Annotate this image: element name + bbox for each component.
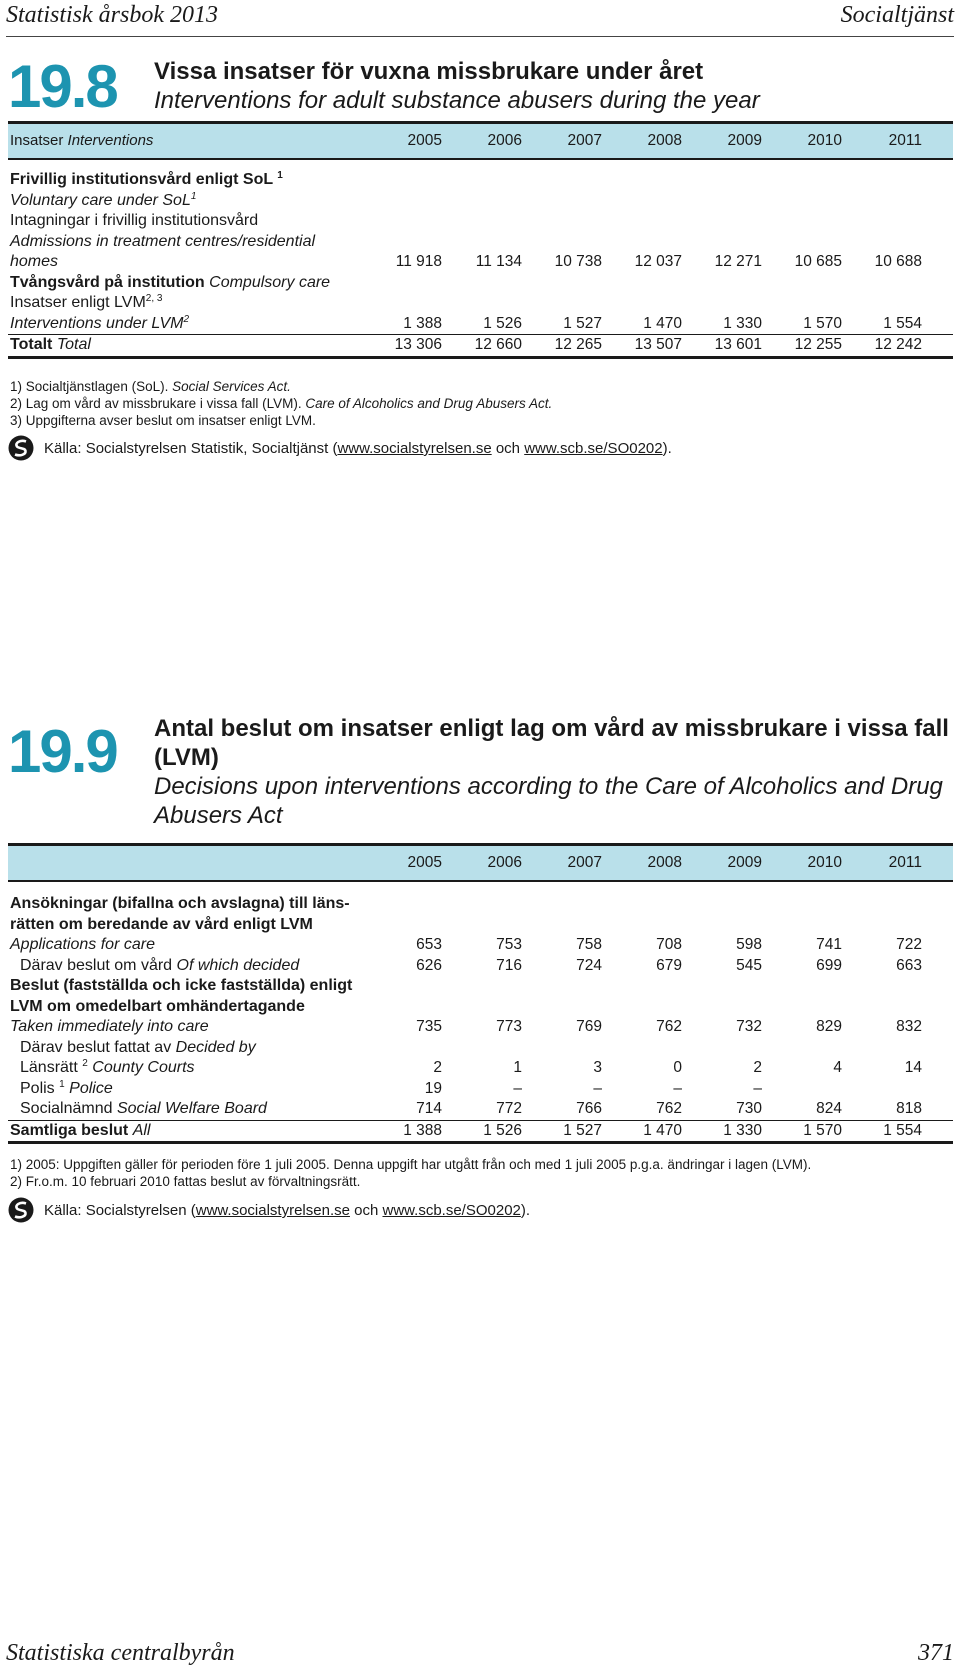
table-row: Länsrätt $^2$ County Courts 2 1 3 0 2 4 14 (8, 1058, 953, 1079)
publisher-name: Statistiska centralbyrån (6, 1640, 235, 1666)
footnote: 1) 2005: Uppgiften gäller för perioden före 1 juli 2005. Denna uppgift har utgått från och med 1 juli 2005 p.g.a. ändringar i lagen (LVM). (10, 1157, 812, 1172)
table-row: Frivillig institutionsvård enligt SoL $^1$ (10, 170, 283, 188)
table-cell: 12 242 (874, 336, 922, 353)
table-cell: 10 688 (874, 253, 922, 270)
total-row: Samtliga beslut All 1 388 1 526 1 527 1 470 1 330 1 570 1 554 (8, 1120, 953, 1142)
data-table (8, 843, 953, 1144)
year-header: 2006 (487, 854, 522, 871)
table-cell: 1 527 (563, 314, 602, 332)
table-title (154, 714, 953, 830)
table-cell: 12 265 (554, 336, 602, 353)
table-cell: 2 (753, 1059, 762, 1076)
header-caption: Insatser Interventions (10, 132, 154, 149)
table-cell: 13 601 (714, 336, 762, 353)
table-row: Admissions in treatment centres/residential (10, 232, 316, 250)
table-row: Beslut (fastställda och icke fastställda) enligt (10, 977, 353, 994)
table-cell: 1 330 (723, 1121, 762, 1139)
table-cell: 832 (896, 1018, 922, 1035)
table-cell: 741 (816, 936, 842, 953)
table-cell: 12 037 (634, 253, 682, 270)
title-english: Decisions upon interventions according to the Care of Alcoholics and Drug Abusers Act (154, 773, 943, 829)
table-title (154, 57, 953, 115)
table-row: Därav beslut om vård Of which decided 626 716 724 679 545 699 663 (8, 956, 953, 977)
table-cell: 753 (496, 936, 522, 953)
table-cell: 1 470 (643, 1121, 682, 1139)
page-number: 371 (918, 1640, 954, 1666)
table-number: 19.8 (8, 53, 117, 120)
table-cell: 772 (496, 1100, 522, 1117)
table-cell: 735 (416, 1018, 442, 1035)
table-cell: 545 (736, 956, 762, 974)
table-cell: 1 330 (723, 314, 762, 332)
table-header (8, 121, 953, 160)
table-number: 19.9 (8, 718, 117, 785)
table-cell: 708 (656, 936, 682, 953)
year-header: 2010 (807, 854, 842, 871)
title-english: Interventions for adult substance abusers during the year (154, 87, 760, 114)
table-row: Polis $^1$ Police 19 – – – – (8, 1079, 953, 1100)
table-row: rätten om beredande av vård enligt LVM (10, 915, 313, 933)
table-cell: 762 (656, 1100, 682, 1117)
year-header: 2005 (407, 854, 442, 871)
table-cell: 1 388 (403, 1121, 442, 1139)
table-cell: 598 (736, 936, 762, 953)
footnotes (10, 378, 552, 429)
table-row: Voluntary care under SoL$^1$ (10, 190, 197, 209)
source-line: Källa: Socialstyrelsen Statistik, Socialtjänst (www.socialstyrelsen.se och www.scb.se/SO0202). (8, 435, 908, 463)
table-cell: 653 (416, 936, 442, 953)
table-cell: 12 255 (794, 336, 842, 353)
table-cell: 663 (896, 956, 922, 974)
footnote: 3) Uppgifterna avser beslut om insatser enligt LVM. (10, 413, 316, 428)
page-footer (6, 1640, 954, 1670)
source-link[interactable]: www.scb.se/SO0202 (382, 1202, 521, 1219)
year-header: 2006 (487, 132, 522, 149)
table-cell: 10 738 (554, 253, 602, 270)
table-cell: 1 570 (803, 314, 842, 332)
table-cell: 1 527 (563, 1121, 602, 1139)
table-cell: 3 (593, 1059, 602, 1076)
table-cell: 13 306 (394, 336, 442, 353)
table-cell: 732 (736, 1018, 762, 1035)
table-row: Tvångsvård på institution Compulsory care (10, 273, 331, 291)
table-cell: 716 (496, 956, 522, 974)
year-header: 2008 (647, 854, 682, 871)
table-cell: 722 (896, 936, 922, 953)
table-cell: 818 (896, 1100, 922, 1117)
socialstyrelsen-logo-icon (8, 1197, 34, 1223)
table-cell: 1 554 (883, 314, 922, 332)
table-cell: – (753, 1079, 762, 1097)
table-cell: 773 (496, 1018, 522, 1035)
table-cell: 714 (416, 1100, 442, 1117)
table-cell: – (673, 1079, 682, 1097)
table-cell: 1 526 (483, 1121, 522, 1139)
table-cell: 730 (736, 1100, 762, 1117)
footnotes (10, 1156, 811, 1190)
table-cell: 699 (816, 956, 842, 974)
table-cell: 12 271 (714, 253, 762, 270)
table-header (8, 843, 953, 882)
year-header: 2008 (647, 132, 682, 149)
table-cell: – (513, 1079, 522, 1097)
year-header: 2009 (727, 854, 762, 871)
table-row: homes 11 918 11 134 10 738 12 037 12 271 10 685 10 688 (8, 252, 953, 273)
table-cell: 2 (433, 1059, 442, 1076)
table-row: Interventions under LVM$^2$ 1 388 1 526 1 527 1 470 1 330 1 570 1 554 (8, 314, 953, 335)
title-swedish: Antal beslut om insatser enligt lag om vård av missbrukare i vissa fall (LVM) (154, 715, 949, 771)
table-cell: 14 (904, 1059, 922, 1076)
table-cell: 758 (576, 936, 602, 953)
table-cell: 762 (656, 1018, 682, 1035)
year-header: 2011 (888, 854, 922, 871)
yearbook-title: Statistisk årsbok 2013 (6, 2, 219, 28)
footnote: 1) Socialtjänstlagen (SoL). Social Services Act. (10, 379, 291, 394)
page-header (6, 0, 954, 37)
chapter-name: Socialtjänst (840, 2, 954, 28)
table-cell: 19 (424, 1079, 442, 1097)
table-cell: 10 685 (794, 253, 842, 270)
table-cell: 1 388 (403, 314, 442, 332)
year-header: 2009 (727, 132, 762, 149)
table-cell: 679 (656, 956, 682, 974)
table-row: Intagningar i frivillig institutionsvård (10, 212, 259, 229)
table-cell: 1 (513, 1059, 522, 1076)
table-cell: – (593, 1079, 602, 1097)
table-cell: 829 (816, 1018, 842, 1035)
table-cell: 626 (416, 956, 442, 974)
table-cell: 4 (833, 1059, 842, 1076)
year-header: 2010 (807, 132, 842, 149)
year-header: 2005 (407, 132, 442, 149)
table-cell: 724 (576, 956, 602, 974)
table-cell: 12 660 (474, 336, 522, 353)
socialstyrelsen-logo-icon (8, 435, 34, 461)
table-row: Därav beslut fattat av Decided by (20, 1038, 256, 1056)
table-cell: 1 554 (883, 1121, 922, 1139)
footnote: 2) Lag om vård av missbrukare i vissa fall (LVM). Care of Alcoholics and Drug Abusers Act. (10, 396, 553, 411)
table-19-9-section (8, 714, 953, 1234)
data-table (8, 121, 953, 359)
year-header: 2007 (567, 854, 602, 871)
table-cell: 1 470 (643, 314, 682, 332)
table-row: Ansökningar (bifallna och avslagna) till läns- (10, 895, 350, 912)
table-row: Insatser enligt LVM$^{2, 3}$ (10, 293, 163, 311)
table-cell: 766 (576, 1100, 602, 1117)
source-link[interactable]: www.socialstyrelsen.se (337, 440, 492, 457)
table-cell: 11 918 (395, 253, 442, 270)
table-cell: 769 (576, 1018, 602, 1035)
table-row: Taken immediately into care 735 773 769 762 732 829 832 (8, 1017, 953, 1038)
year-header: 2011 (888, 132, 922, 149)
table-cell: 0 (673, 1059, 682, 1076)
table-row: Applications for care 653 753 758 708 598 741 722 (8, 935, 953, 956)
table-cell: 11 134 (475, 253, 522, 270)
year-header: 2007 (567, 132, 602, 149)
table-19-8-section (8, 52, 953, 462)
total-row: Totalt Total 13 306 12 660 12 265 13 507 13 601 12 255 12 242 (8, 334, 953, 356)
table-cell: 824 (816, 1100, 842, 1117)
table-cell: 1 526 (483, 314, 522, 332)
source-link[interactable]: www.scb.se/SO0202 (524, 440, 663, 457)
table-cell: 1 570 (803, 1121, 842, 1139)
source-line: Källa: Socialstyrelsen (www.socialstyrelsen.se och www.scb.se/SO0202). (8, 1197, 908, 1225)
table-row: Socialnämnd Social Welfare Board 714 772 766 762 730 824 818 (8, 1099, 953, 1120)
title-swedish: Vissa insatser för vuxna missbrukare under året (154, 58, 704, 85)
source-link[interactable]: www.socialstyrelsen.se (195, 1202, 350, 1219)
table-cell: 13 507 (634, 336, 682, 353)
table-row: LVM om omedelbart omhändertagande (10, 997, 305, 1015)
footnote: 2) Fr.o.m. 10 februari 2010 fattas beslut av förvaltningsrätt. (10, 1174, 361, 1189)
